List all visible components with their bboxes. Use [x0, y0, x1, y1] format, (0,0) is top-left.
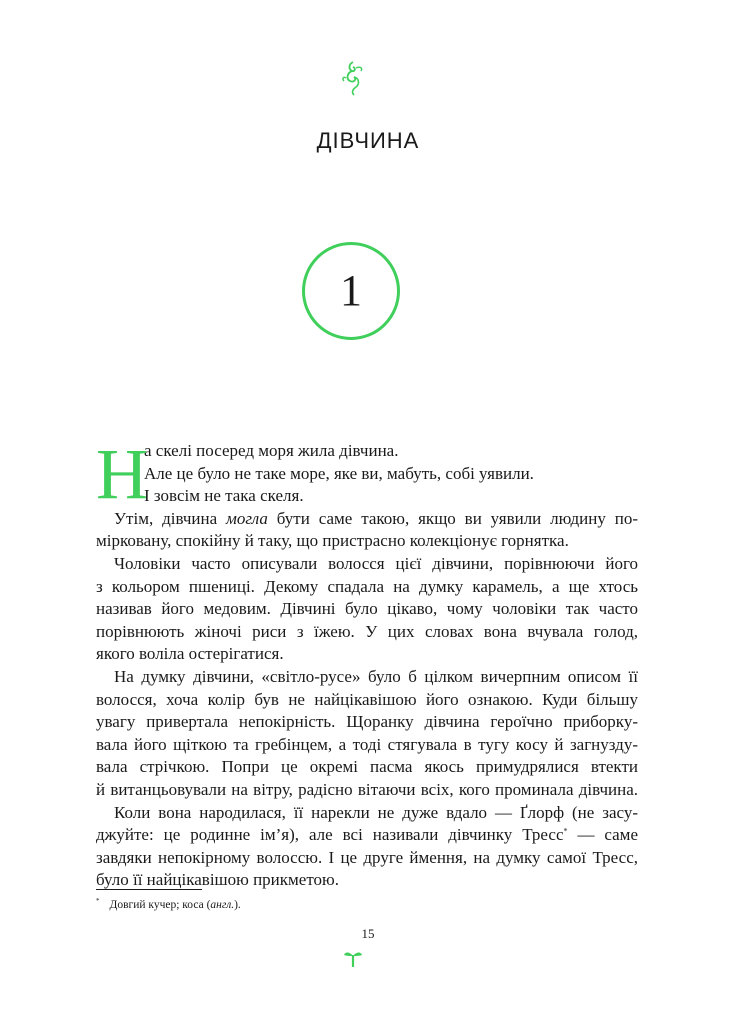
footnote-divider	[96, 889, 202, 890]
text-run: бути саме такою, якщо ви уявили людину по-	[267, 508, 638, 528]
chapter-number: 1	[340, 266, 362, 315]
floral-ornament-icon	[338, 58, 368, 98]
footnote-marker: *	[96, 897, 100, 905]
text-line: вала стрічкою. Попри це окремі пасма якось примудрялися втекти	[96, 757, 638, 777]
page-number: 15	[361, 926, 375, 941]
text-line: й витанцьовували на вітру, радісно вітаючи всіх, кого проминала дівчина.	[96, 779, 638, 799]
text-line: Коли вона народилася, її нарекли не дуже вдало — Ґлорф (не засу-	[114, 802, 638, 822]
text-line: вала його щіткою та гребінцем, а тоді стягувала в тугу косу й загнузду-	[96, 734, 638, 754]
footnote-text-end: ).	[234, 898, 241, 911]
chapter-number-badge	[302, 242, 400, 340]
footnote-text: Довгий кучер; коса (	[109, 898, 211, 911]
text-line	[96, 508, 638, 531]
text-line: завдяки непокірному волоссю. І це друге ймення, на думку самої Тресс,	[96, 847, 638, 867]
text-run: джуйте: це родинне ім’я), але всі називали дівчинку Тресс	[96, 825, 564, 845]
text-line: з кольором пшениці. Декому спадала на думку карамель, а ще хтось	[96, 576, 638, 596]
text-line: Чоловіки часто описували волосся цієї дівчини, порівнюючи його	[114, 553, 638, 573]
text-run: — саме	[567, 825, 638, 845]
footnote-reference[interactable]: *	[563, 826, 568, 836]
text-line: волосся, хоча колір був не найцікавішою його ознакою. Куди більшу	[96, 689, 638, 709]
text-line	[96, 824, 638, 847]
text-line: якого воліла остерігатися.	[96, 644, 284, 664]
text-line: порівнюють жіночі риси з їжею. У цих словах вона вчувала голод,	[96, 621, 638, 641]
chapter-body-text	[96, 434, 638, 892]
footnote-emphasis: англ.	[210, 898, 235, 911]
text-line: називав його медовим. Дівчині було цікаво, чому чоловіки так часто	[96, 599, 638, 619]
sprout-ornament-icon	[342, 946, 364, 968]
text-line: а скелі посеред моря жила дівчина.	[144, 441, 399, 460]
text-line: було її найцікавішою прикметою.	[96, 870, 339, 890]
emphasis-word: могла	[226, 508, 268, 528]
text-line: мірковану, спокійну й таку, що пристрасно колекціонує горнятка.	[96, 531, 569, 551]
text-line: увагу привертала непокірність. Щоранку дівчина героїчно приборку-	[96, 712, 638, 732]
text-line: І зовсім не така скеля.	[144, 486, 304, 506]
drop-cap: Н	[96, 434, 148, 514]
chapter-title: ДІВЧИНА	[316, 128, 420, 153]
text-line: Але це було не таке море, яке ви, мабуть, собі уявили.	[144, 463, 534, 483]
footnote	[96, 897, 241, 911]
text-line: На думку дівчини, «світло-русе» було б цілком вичерпним описом її	[114, 666, 638, 686]
text-run: Утім, дівчина	[114, 508, 227, 528]
